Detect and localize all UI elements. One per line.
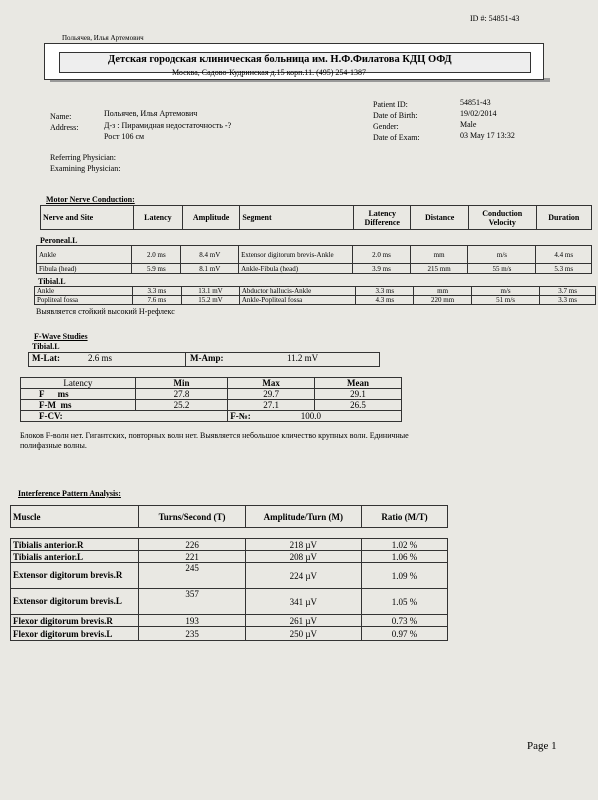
table-row [21,411,402,422]
table-row [37,264,592,274]
mlat-value: 2.6 ms [88,353,113,363]
cell-amplitude: 13.1 mV [182,287,240,296]
motor-group-tibial-table [34,286,596,305]
cell-min: 25.2 [135,400,227,411]
cell-latency: 5.9 ms [132,264,181,274]
cell-site: Popliteal fossa [35,296,133,305]
ipa-col-muscle: Muscle [11,506,139,528]
cell-segment: Abductor hallucis-Ankle [239,287,356,296]
cell-velocity: m/s [468,246,536,264]
table-row [11,528,448,539]
fwave-col-min: Min [135,378,227,389]
motor-group-tibial: Tibial.L [38,277,66,286]
fwave-col-mean: Mean [315,378,402,389]
mamp-value: 11.2 mV [287,353,319,363]
cell-muscle: Extensor digitorum brevis.L [11,589,139,615]
exam-label: Date of Exam: [373,133,420,142]
motor-group-peroneal-table [36,245,592,274]
ipa-col-ratio: Ratio (M/T) [362,506,448,528]
name-value: Польячев, Илья Артемович [104,109,198,118]
cell-muscle: Flexor digitorum brevis.L [11,627,139,641]
cell-amp: 250 µV [245,627,361,641]
cell-max: 27.1 [228,400,315,411]
cell-distance: mm [410,246,468,264]
fwave-nerve: Tibial.L [32,342,60,351]
motor-col-velocity: Conduction Velocity [468,206,536,230]
cell-distance: 215 mm [410,264,468,274]
address-label: Address: [50,123,79,132]
cell-amplitude: 15.2 mV [182,296,240,305]
cell-distance: mm [414,287,472,296]
dob-value: 19/02/2014 [460,109,497,118]
cell-min: 27.8 [135,389,227,400]
table-row [35,296,596,305]
table-row [11,627,448,641]
cell-amp: 341 µV [245,589,361,615]
cell-latdiff: 2.0 ms [353,246,411,264]
fno-cell [228,411,402,422]
cell-duration: 4.4 ms [536,246,592,264]
cell-amplitude: 8.1 mV [181,264,239,274]
table-row [21,400,402,411]
cell-muscle: Tibialis anterior.L [11,551,139,563]
ipa-col-amp: Amplitude/Turn (M) [245,506,361,528]
cell-amp: 208 µV [245,551,361,563]
cell-segment: Ankle-Fibula (head) [239,264,353,274]
fno-value: 100.0 [300,411,322,421]
fwave-col-latency: Latency [21,378,136,389]
cell-ratio: 1.02 % [362,539,448,551]
cell-site: Fibula (head) [37,264,132,274]
cell-ratio: 1.05 % [362,589,448,615]
table-row [37,246,592,264]
fwave-table [20,377,402,422]
table-row [11,563,448,589]
table-row [35,287,596,296]
page-number: Page 1 [527,740,557,752]
cell-latency: 7.6 ms [132,296,181,305]
cell-mean: 29.1 [315,389,402,400]
cell-ratio: 1.06 % [362,551,448,563]
cell-distance: 220 mm [414,296,472,305]
patient-id-label: Patient ID: [373,100,408,109]
hospital-address: Москва, Садово-Кудринская д.15 корп.11. (495) 254-1387 [172,68,367,77]
cell-ratio: 0.97 % [362,627,448,641]
examining-label: Examining Physician: [50,164,121,173]
motor-col-amplitude: Amplitude [182,206,239,230]
cell-segment: Ankle-Popliteal fossa [239,296,356,305]
patient-id-value: 54851-43 [460,98,491,107]
table-row [11,551,448,563]
motor-col-distance: Distance [411,206,468,230]
ipa-col-turns: Turns/Second (T) [139,506,245,528]
gender-label: Gender: [373,122,399,131]
hospital-title: Детская городская клиническая больница им. Н.Ф.Филатова КДЦ ОФД [108,54,452,65]
cell-ratio: 1.09 % [362,563,448,589]
cell-turns: 235 [139,627,245,641]
cell-label: F-M ms [21,400,136,411]
cell-duration: 5.3 ms [536,264,592,274]
cell-turns: 357 [139,589,245,615]
height-value: Рост 106 см [104,132,145,141]
cell-latdiff: 3.9 ms [353,264,411,274]
cell-amp: 224 µV [245,563,361,589]
fno-label: F-№: [230,411,251,421]
fwave-m-divider [185,352,186,366]
cell-mean: 26.5 [315,400,402,411]
cell-duration: 3.7 ms [540,287,596,296]
cell-ratio: 0.73 % [362,615,448,627]
cell-muscle: Extensor digitorum brevis.R [11,563,139,589]
top-patient-name: Польячев, Илья Артемович [62,34,144,42]
cell-turns: 245 [139,563,245,589]
id-label: ID #: 54851-43 [470,14,520,23]
cell-latency: 3.3 ms [132,287,181,296]
table-row [11,539,448,551]
cell-turns: 221 [139,551,245,563]
cell-latdiff: 4.3 ms [356,296,414,305]
cell-muscle: Flexor digitorum brevis.R [11,615,139,627]
fcv-label: F-CV: [21,411,228,422]
cell-duration: 3.3 ms [540,296,596,305]
motor-col-duration: Duration [536,206,591,230]
table-row [11,615,448,627]
name-label: Name: [50,112,72,121]
cell-latency: 2.0 ms [132,246,181,264]
fwave-title: F-Wave Studies [34,332,88,341]
dob-label: Date of Birth: [373,111,418,120]
address-value: Д-з : Пирамидная недостаточность -? [104,121,232,130]
cell-amp: 218 µV [245,539,361,551]
motor-note: Выявляется стойкий высокий Н-рефлекс [36,307,175,316]
fwave-note-line1: Блоков F-волн нет. Гигантских, повторных волн нет. Выявляется небольшое кличество крупных волн. Единичные [20,431,409,440]
cell-muscle: Tibialis anterior.R [11,539,139,551]
table-row [21,389,402,400]
fwave-note-line2: полифазные волны. [20,441,87,450]
cell-turns: 193 [139,615,245,627]
motor-col-latency: Latency [133,206,182,230]
cell-site: Ankle [35,287,133,296]
fwave-col-max: Max [228,378,315,389]
cell-turns: 226 [139,539,245,551]
cell-velocity: 55 m/s [468,264,536,274]
exam-value: 03 May 17 13:32 [460,131,515,140]
interference-table [10,505,448,641]
cell-amp: 261 µV [245,615,361,627]
mlat-label: M-Lat: [32,353,60,363]
motor-header-table [40,205,592,230]
mamp-label: M-Amp: [190,353,224,363]
motor-col-latdiff: Latency Difference [354,206,411,230]
interference-title: Interference Pattern Analysis: [18,489,121,498]
motor-group-peroneal: Peroneal.L [40,236,78,245]
motor-col-nerve: Nerve and Site [41,206,134,230]
cell-latdiff: 3.3 ms [356,287,414,296]
cell-max: 29.7 [228,389,315,400]
cell-velocity: m/s [471,287,539,296]
cell-velocity: 51 m/s [471,296,539,305]
motor-col-segment: Segment [240,206,354,230]
cell-amplitude: 8.4 mV [181,246,239,264]
motor-title: Motor Nerve Conduction: [46,195,135,204]
referring-label: Referring Physician: [50,153,116,162]
cell-segment: Extensor digitorum brevis-Ankle [239,246,353,264]
gender-value: Male [460,120,477,129]
cell-label: F ms [21,389,136,400]
table-row [11,589,448,615]
cell-site: Ankle [37,246,132,264]
